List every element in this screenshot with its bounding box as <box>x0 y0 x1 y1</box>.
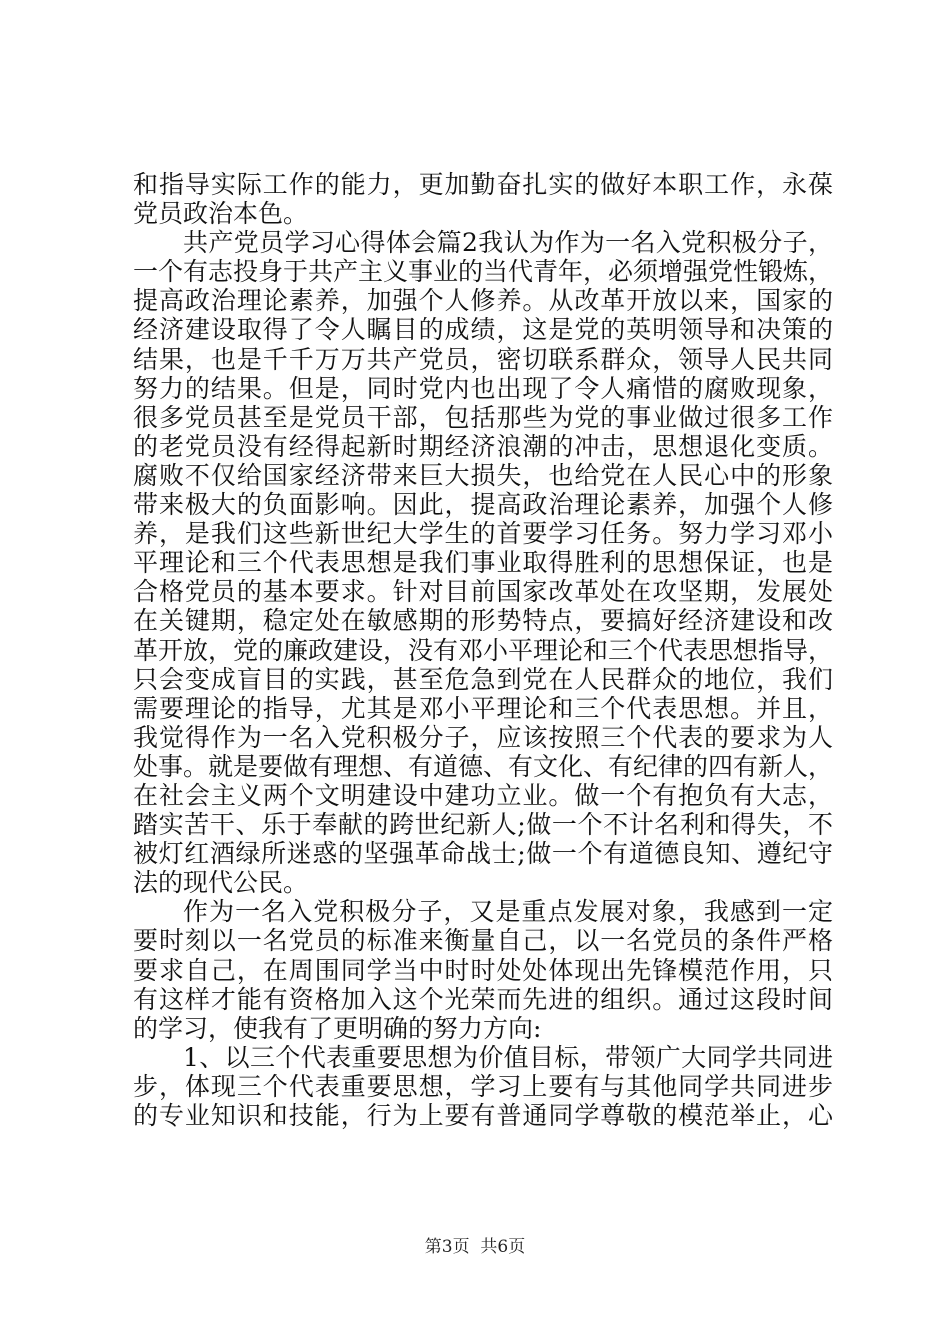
text-line: 经济建设取得了令人瞩目的成绩，这是党的英明领导和决策的 <box>133 315 833 345</box>
text-line: 提高政治理论素养，加强个人修养。从改革开放以来，国家的 <box>133 286 833 316</box>
page-footer <box>0 1232 950 1257</box>
text-line: 1、以三个代表重要思想为价值目标，带领广大同学共同进 <box>183 1042 833 1072</box>
text-line: 的学习，使我有了更明确的努力方向: <box>133 1013 542 1043</box>
text-line: 共产党员学习心得体会篇2我认为作为一名入党积极分子， <box>183 228 833 258</box>
text-line: 在关键期，稳定处在敏感期的形势特点，要搞好经济建设和改 <box>133 606 833 636</box>
text-line: 和指导实际工作的能力，更加勤奋扎实的做好本职工作，永葆 <box>133 170 833 199</box>
text-line: 很多党员甚至是党员干部，包括那些为党的事业做过很多工作 <box>133 402 833 432</box>
text-line: 结果，也是千千万万共产党员，密切联系群众，领导人民共同 <box>133 344 833 374</box>
text-line: 努力的结果。但是，同时党内也出现了令人痛惜的腐败现象， <box>133 373 833 403</box>
text-line: 要时刻以一名党员的标准来衡量自己，以一名党员的条件严格 <box>133 926 833 956</box>
text-line: 踏实苦干、乐于奉献的跨世纪新人;做一个不计名利和得失，不 <box>133 810 833 840</box>
text-line: 革开放，党的廉政建设，没有邓小平理论和三个代表思想指导， <box>133 635 834 665</box>
text-line: 处事。就是要做有理想、有道德、有文化、有纪律的四有新人， <box>133 751 834 781</box>
text-line: 党员政治本色。 <box>133 199 309 229</box>
document-body <box>133 170 833 1130</box>
text-line: 有这样才能有资格加入这个光荣而先进的组织。通过这段时间 <box>133 984 833 1014</box>
text-line: 步，体现三个代表重要思想，学习上要有与其他同学共同进步 <box>133 1071 833 1101</box>
text-line: 被灯红酒绿所迷惑的坚强革命战士;做一个有道德良知、遵纪守 <box>133 839 833 869</box>
text-line: 一个有志投身于共产主义事业的当代青年，必须增强党性锻炼， <box>133 257 834 287</box>
text-line: 作为一名入党积极分子，又是重点发展对象，我感到一定 <box>183 897 833 927</box>
text-line: 要求自己，在周围同学当中时时处处体现出先锋模范作用，只 <box>133 955 833 985</box>
text-line: 法的现代公民。 <box>133 868 309 898</box>
text-line: 只会变成盲目的实践，甚至危急到党在人民群众的地位，我们 <box>133 664 833 694</box>
text-line: 需要理论的指导，尤其是邓小平理论和三个代表思想。并且， <box>133 693 833 723</box>
text-line: 在社会主义两个文明建设中建功立业。做一个有抱负有大志， <box>133 780 833 810</box>
page-number-label: 第3页 共6页 <box>424 1237 526 1257</box>
text-line: 平理论和三个代表思想是我们事业取得胜利的思想保证，也是 <box>133 548 833 578</box>
text-line: 带来极大的负面影响。因此，提高政治理论素养，加强个人修 <box>133 490 833 520</box>
text-line: 我觉得作为一名入党积极分子，应该按照三个代表的要求为人 <box>133 722 833 752</box>
text-line: 合格党员的基本要求。针对目前国家改革处在攻坚期，发展处 <box>133 577 833 607</box>
text-line: 养，是我们这些新世纪大学生的首要学习任务。努力学习邓小 <box>133 519 833 549</box>
text-line: 腐败不仅给国家经济带来巨大损失，也给党在人民心中的形象 <box>133 460 833 490</box>
text-line: 的老党员没有经得起新时期经济浪潮的冲击，思想退化变质。 <box>133 431 833 461</box>
text-line: 的专业知识和技能，行为上要有普通同学尊敬的模范举止，心 <box>133 1101 833 1130</box>
